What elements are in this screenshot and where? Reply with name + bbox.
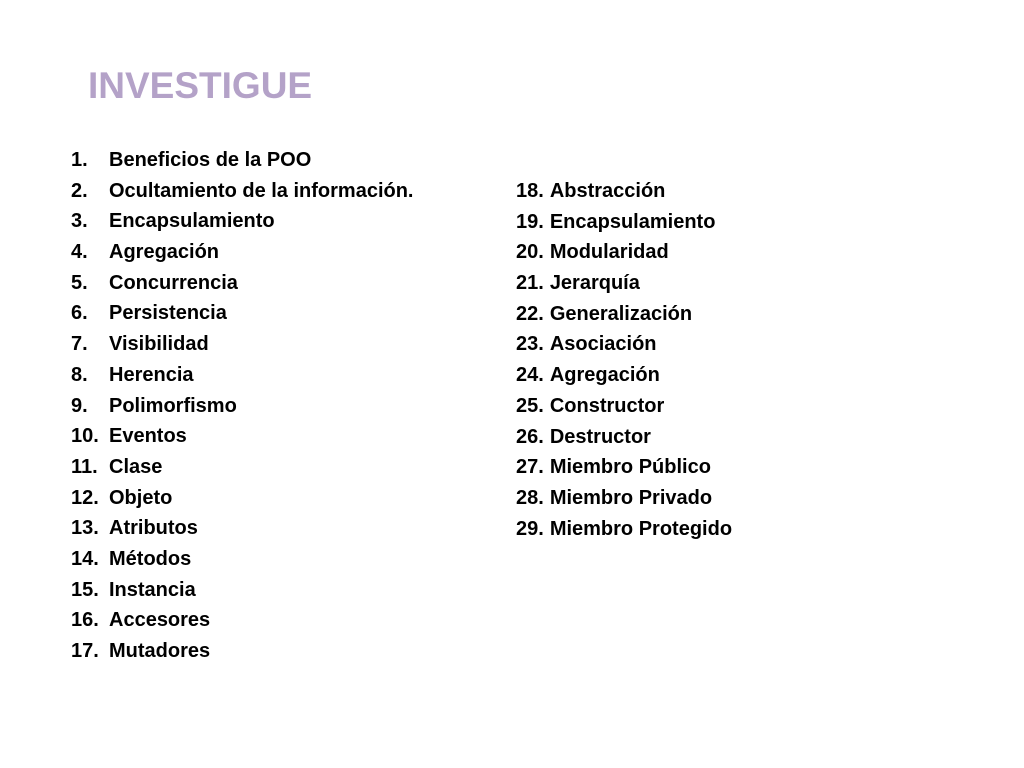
list-item bbox=[71, 605, 414, 636]
list-item-number: 14. bbox=[71, 547, 99, 570]
list-item-text: Generalización bbox=[549, 302, 693, 325]
list-item bbox=[516, 176, 732, 207]
list-item bbox=[71, 483, 414, 514]
list-item-text: Constructor bbox=[549, 394, 665, 417]
list-item-number: 23. bbox=[516, 333, 544, 356]
list-item bbox=[516, 207, 732, 238]
list-item bbox=[71, 391, 414, 422]
list-item-number: 17. bbox=[71, 640, 99, 662]
list-item bbox=[71, 268, 414, 299]
list-item-text: Accesores bbox=[109, 609, 211, 632]
list-item-number: 25. bbox=[516, 394, 544, 417]
list-item-number: 21. bbox=[516, 272, 544, 295]
list-item-number: 4. bbox=[71, 241, 88, 264]
list-item-text: Herencia bbox=[109, 363, 194, 386]
list-item-number: 18. bbox=[516, 180, 544, 202]
list-item-number: 8. bbox=[71, 363, 88, 386]
list-item bbox=[516, 268, 732, 299]
list-item-text: Agregación bbox=[549, 364, 660, 387]
list-item-text: Encapsulamiento bbox=[549, 210, 716, 233]
list-item-number: 28. bbox=[516, 486, 544, 509]
list-item bbox=[516, 237, 732, 268]
slide-title: INVESTIGUE bbox=[88, 65, 313, 106]
list-item-number: 19. bbox=[516, 210, 544, 233]
list-item bbox=[71, 237, 414, 268]
list-item-number: 7. bbox=[71, 333, 88, 356]
list-item bbox=[516, 391, 732, 422]
list-item-number: 12. bbox=[71, 486, 99, 509]
list-item-text: Jerarquía bbox=[549, 272, 640, 295]
list-item-text: Miembro Protegido bbox=[549, 517, 733, 540]
list-item-text: Abstracción bbox=[549, 180, 666, 202]
list-item-text: Clase bbox=[109, 455, 163, 478]
list-item-text: Persistencia bbox=[109, 302, 227, 325]
list-item-text: Mutadores bbox=[109, 640, 211, 662]
list-item-text: Visibilidad bbox=[109, 333, 209, 356]
topic-list-right bbox=[516, 176, 732, 544]
list-item-number: 5. bbox=[71, 271, 88, 294]
list-item-number: 26. bbox=[516, 425, 544, 448]
list-item bbox=[516, 452, 732, 483]
list-item bbox=[516, 360, 732, 391]
list-item bbox=[71, 176, 414, 207]
list-item-number: 10. bbox=[71, 425, 99, 448]
list-item-number: 3. bbox=[71, 210, 88, 233]
list-item-text: Eventos bbox=[109, 425, 187, 448]
list-item-text: Métodos bbox=[109, 547, 192, 570]
list-item bbox=[71, 575, 414, 606]
list-item bbox=[516, 514, 732, 545]
list-item-text: Instancia bbox=[109, 578, 196, 601]
list-item bbox=[71, 544, 414, 575]
list-item-number: 6. bbox=[71, 302, 88, 325]
list-item-number: 9. bbox=[71, 394, 88, 417]
list-item bbox=[71, 360, 414, 391]
list-item-number: 2. bbox=[71, 179, 88, 202]
list-item bbox=[71, 329, 414, 360]
list-item-number: 1. bbox=[71, 149, 88, 171]
list-item bbox=[71, 513, 414, 544]
list-item-text: Destructor bbox=[549, 425, 651, 448]
list-item bbox=[71, 452, 414, 483]
list-item bbox=[71, 636, 414, 667]
list-item-text: Beneficios de la POO bbox=[109, 149, 312, 171]
topic-list-left bbox=[71, 145, 414, 667]
list-item-text: Ocultamiento de la información. bbox=[109, 179, 414, 202]
list-item-number: 11. bbox=[71, 455, 98, 478]
list-item-number: 13. bbox=[71, 517, 99, 540]
list-item-number: 29. bbox=[516, 517, 544, 540]
list-item bbox=[71, 421, 414, 452]
list-item-text: Concurrencia bbox=[109, 271, 238, 294]
list-item-text: Encapsulamiento bbox=[109, 210, 275, 233]
list-item-number: 15. bbox=[71, 578, 99, 601]
list-item-number: 16. bbox=[71, 609, 99, 632]
list-item-text: Miembro Privado bbox=[549, 486, 713, 509]
list-item-text: Modularidad bbox=[549, 241, 669, 264]
list-item bbox=[516, 299, 732, 330]
list-item bbox=[516, 483, 732, 514]
list-item-text: Asociación bbox=[549, 333, 657, 356]
list-item bbox=[516, 329, 732, 360]
list-item-number: 24. bbox=[516, 364, 544, 387]
list-item bbox=[71, 206, 414, 237]
list-item-number: 22. bbox=[516, 302, 544, 325]
list-item-text: Agregación bbox=[109, 241, 220, 264]
list-item bbox=[71, 145, 414, 176]
list-item-text: Objeto bbox=[109, 486, 173, 509]
list-item-text: Polimorfismo bbox=[109, 394, 237, 417]
list-item-number: 20. bbox=[516, 241, 544, 264]
list-item-number: 27. bbox=[516, 456, 544, 479]
list-item bbox=[516, 422, 732, 453]
list-item-text: Miembro Público bbox=[549, 456, 711, 479]
list-item bbox=[71, 298, 414, 329]
list-item-text: Atributos bbox=[109, 517, 198, 540]
